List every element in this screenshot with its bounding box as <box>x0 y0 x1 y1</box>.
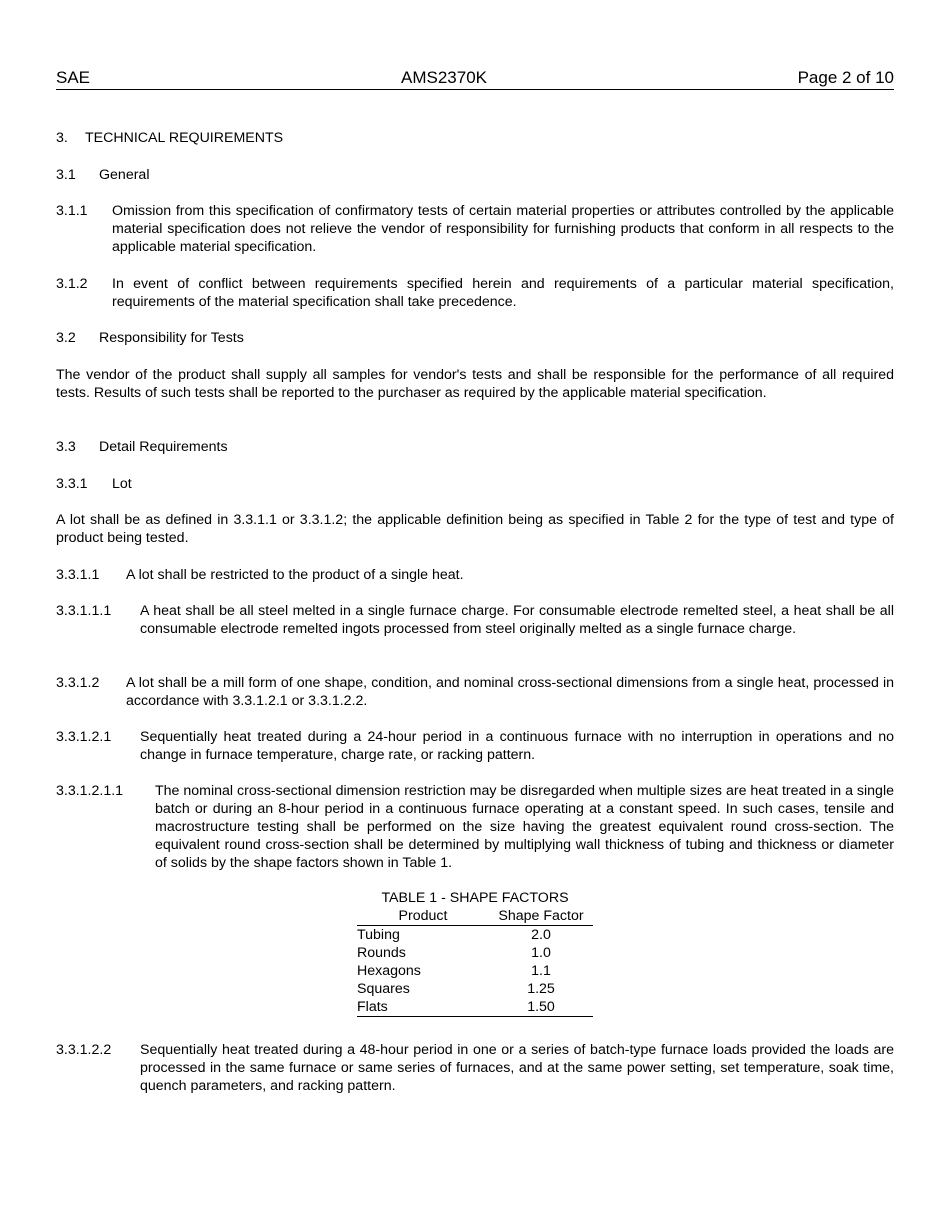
paragraph-number: 3.3.1.1.1 <box>56 603 112 619</box>
paragraph-number: 3.3.1.2.2 <box>56 1042 112 1058</box>
cell-product: Squares <box>357 981 410 997</box>
table-row <box>357 998 593 1017</box>
cell-product: Tubing <box>357 927 400 943</box>
paragraph-text: A lot shall be restricted to the product of a single heat. <box>126 567 464 583</box>
paragraph-text: Sequentially heat treated during a 24-hour period in a continuous furnace with no interruption in operations and no change in furnace temperature, charge rate, or racking pattern. <box>140 729 894 763</box>
section-title: General <box>99 167 150 183</box>
cell-shape-factor: 1.25 <box>527 981 555 997</box>
section-number: 3.3.1 <box>56 476 88 492</box>
section-number: 3.1 <box>56 167 76 183</box>
paragraph-3-3-1-1-1 <box>56 602 894 638</box>
header-doc-number: AMS2370K <box>401 68 487 87</box>
shape-factors-table <box>357 889 593 1017</box>
paragraph-text: The nominal cross-sectional dimension restriction may be disregarded when multiple sizes are heat treated in a single batch or during an 8-hour period in a continuous furnace operating at a constant speed. In such cases, tensile and macrostructure testing shall be performed on the size having the greatest equivalent round cross-section. The equivalent round cross-section shall be determined by multiplying wall thickness of tubing and thickness or diameter of solids by the shape factors shown in Table 1. <box>155 783 894 871</box>
paragraph-3-3-1-2-2 <box>56 1041 894 1095</box>
paragraph-text: A lot shall be a mill form of one shape, condition, and nominal cross-sectional dimensions from a single heat, processed in accordance with 3.3.1.2.1 or 3.3.1.2.2. <box>126 675 894 709</box>
section-title: Detail Requirements <box>99 439 228 455</box>
paragraph-number: 3.3.1.1 <box>56 567 100 583</box>
paragraph-number: 3.3.1.2.1 <box>56 729 112 745</box>
paragraph-3-1-1 <box>56 202 894 256</box>
section-heading-3-3-1 <box>56 475 894 493</box>
paragraph-3-2-body: The vendor of the product shall supply all samples for vendor's tests and shall be responsible for the performance of all required tests. Results of such tests shall be reported to the purchaser as required by the applicable material specification. <box>56 367 894 401</box>
header-page-number: Page 2 of 10 <box>797 68 894 87</box>
paragraph-3-3-1-2-1-1 <box>56 782 894 872</box>
paragraph-text: In event of conflict between requirements specified herein and requirements of a particular material specification, requirements of the material specification shall take precedence. <box>112 276 894 310</box>
column-header-shape-factor: Shape Factor <box>489 907 593 926</box>
cell-shape-factor: 1.50 <box>489 998 593 1017</box>
cell-product: Rounds <box>357 945 406 961</box>
paragraph-3-1-2 <box>56 275 894 311</box>
table-title: TABLE 1 - SHAPE FACTORS <box>381 890 569 906</box>
header-org: SAE <box>56 68 91 87</box>
section-number: 3.2 <box>56 330 76 346</box>
section-heading-3-2 <box>56 329 894 347</box>
paragraph-number: 3.1.2 <box>56 276 88 292</box>
paragraph-text: Omission from this specification of confirmatory tests of certain material properties or attributes controlled by the applicable material specification does not relieve the vendor of responsibility for furnishing products that conform in all respects to the applicable material specification. <box>112 203 894 255</box>
section-title: TECHNICAL REQUIREMENTS <box>85 130 284 146</box>
section-heading-3-3 <box>56 438 894 456</box>
table-row <box>357 926 593 945</box>
section-title: Responsibility for Tests <box>99 330 244 346</box>
paragraph-3-3-1-1 <box>56 566 894 584</box>
section-heading-3 <box>56 129 894 147</box>
page-header <box>56 67 894 90</box>
cell-product: Flats <box>357 998 489 1017</box>
table <box>357 907 593 1017</box>
cell-shape-factor: 1.0 <box>531 945 551 961</box>
table-header-row <box>357 907 593 926</box>
column-header-product: Product <box>357 907 489 926</box>
paragraph-number: 3.3.1.2.1.1 <box>56 783 124 799</box>
paragraph-3-3-1-2 <box>56 674 894 710</box>
section-number: 3. <box>56 130 68 146</box>
cell-shape-factor: 1.1 <box>531 963 551 979</box>
paragraph-3-3-1-body: A lot shall be as defined in 3.3.1.1 or 3.3.1.2; the applicable definition being as specified in Table 2 for the type of test and type of product being tested. <box>56 512 894 546</box>
paragraph-text: Sequentially heat treated during a 48-hour period in one or a series of batch-type furnace loads provided the loads are processed in the same furnace or same series of furnaces, and at the same power setting, set temperature, soak time, quench parameters, and racking pattern. <box>140 1042 894 1094</box>
table-row <box>357 962 593 980</box>
section-number: 3.3 <box>56 439 76 455</box>
section-heading-3-1 <box>56 166 894 184</box>
paragraph-3-3-1-2-1 <box>56 728 894 764</box>
table-row <box>357 944 593 962</box>
paragraph-number: 3.3.1.2 <box>56 675 100 691</box>
section-title: Lot <box>112 476 132 492</box>
paragraph-text: A heat shall be all steel melted in a single furnace charge. For consumable electrode remelted steel, a heat shall be all consumable electrode remelted ingots processed from steel originally melted as a single furnace charge. <box>140 603 894 637</box>
paragraph-number: 3.1.1 <box>56 203 88 219</box>
cell-product: Hexagons <box>357 963 421 979</box>
table-row <box>357 980 593 998</box>
cell-shape-factor: 2.0 <box>531 927 551 943</box>
